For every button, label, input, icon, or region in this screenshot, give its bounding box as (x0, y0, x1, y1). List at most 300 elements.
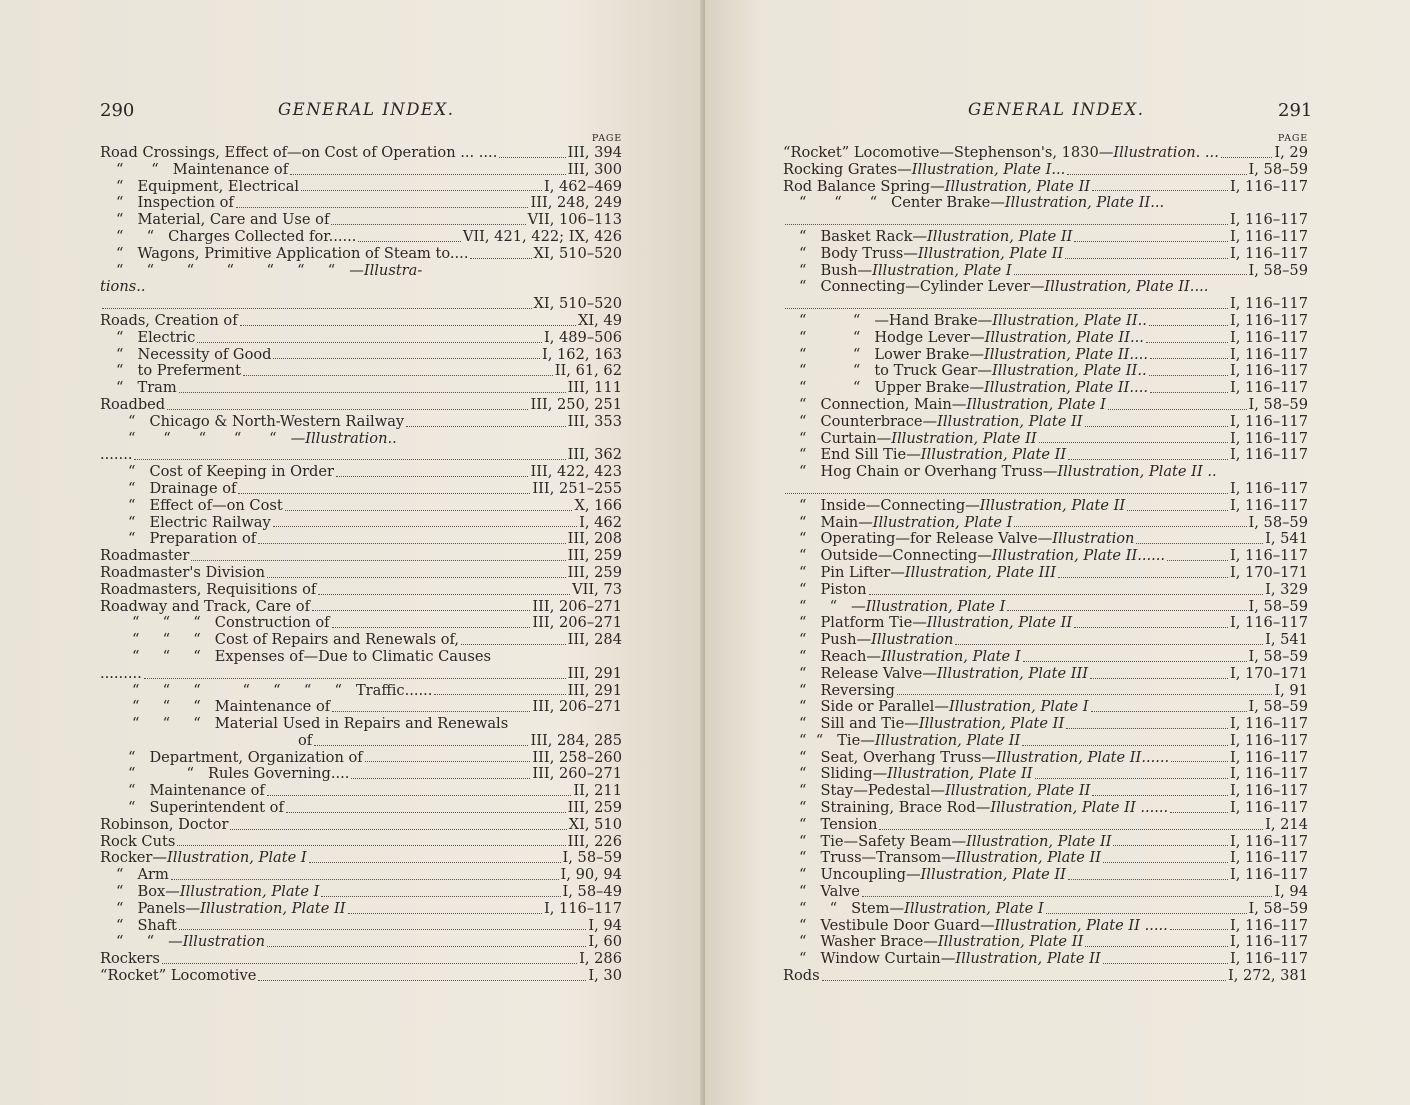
leader-dots (258, 979, 586, 981)
page-reference: III, 284 (567, 631, 622, 649)
entry-text: Rock Cuts (100, 832, 176, 850)
page-reference: III, 259 (567, 799, 622, 817)
index-entry (100, 531, 622, 548)
ditto-marks: “ (799, 614, 807, 632)
ditto-marks: “ (116, 244, 124, 262)
entry-label (799, 599, 1005, 616)
leader-dots (1127, 509, 1228, 511)
index-entry (783, 363, 1308, 380)
index-entry (100, 212, 622, 229)
page-reference: III, 291 (567, 681, 622, 699)
entry-label (799, 934, 1083, 951)
entry-label (783, 145, 1219, 162)
index-entry (100, 750, 622, 767)
entry-text: Tram (137, 379, 177, 397)
index-entry (783, 783, 1308, 800)
ditto-marks: “ “ (799, 597, 838, 615)
entry-text: Rules Governing.... (207, 765, 350, 783)
entry-label (116, 263, 422, 280)
leader-dots (869, 593, 1264, 595)
ditto-marks: “ (799, 916, 807, 934)
entry-label (128, 515, 271, 532)
index-entry (100, 464, 622, 481)
leader-dots (862, 895, 1272, 897)
index-entry (783, 481, 1308, 498)
entry-label (799, 431, 1037, 448)
page-reference: I, 116–117 (1229, 446, 1308, 464)
index-entry (783, 599, 1308, 616)
entry-label (116, 162, 288, 179)
page-reference: I, 58–49 (562, 883, 622, 901)
ditto-marks: “ (128, 412, 136, 430)
ditto-marks: “ (799, 412, 807, 430)
page-reference: I, 60 (588, 933, 622, 951)
leader-dots (1149, 324, 1228, 326)
page-reference: VII, 73 (572, 580, 622, 598)
entry-text: to Preferment (137, 362, 241, 380)
page-reference: III, 226 (567, 832, 622, 850)
entry-text: Rocker—Illustration, Plate I (100, 849, 307, 867)
entry-text: Tension (820, 815, 878, 833)
index-entry (783, 582, 1308, 599)
entry-text: Department, Organization of (149, 748, 363, 766)
entry-label (799, 901, 1044, 918)
entry-label (116, 212, 329, 229)
leader-dots (162, 962, 577, 964)
entry-text: Tie—Safety Beam—Illustration, Plate II (820, 832, 1112, 850)
index-entry (100, 179, 622, 196)
ditto-marks: “ “ “ (132, 647, 201, 665)
index-entry (783, 296, 1308, 313)
entry-label (799, 666, 1088, 683)
entry-text: Rods (783, 967, 820, 985)
page-reference: X, 166 (574, 496, 622, 514)
page-reference: II, 211 (573, 782, 622, 800)
index-entry (783, 195, 1308, 212)
ditto-marks: “ “ (116, 933, 155, 951)
leader-dots (301, 189, 542, 191)
page-reference: I, 272, 381 (1227, 967, 1308, 985)
entry-text: Upper Brake—Illustration, Plate II.... (874, 379, 1148, 397)
entry-label (100, 279, 145, 296)
entry-label (799, 683, 895, 700)
entry-text: Necessity of Good (137, 345, 272, 363)
page-reference: I, 116–117 (1229, 177, 1308, 195)
entry-label (116, 363, 241, 380)
page-reference: XI, 510–520 (533, 244, 622, 262)
leader-dots (365, 760, 531, 762)
leader-dots (1085, 425, 1228, 427)
ditto-marks: “ “ (799, 731, 824, 749)
entry-label (128, 750, 363, 767)
ditto-marks: “ (799, 227, 807, 245)
leader-dots (240, 324, 576, 326)
leader-dots (1067, 173, 1246, 175)
index-entry (783, 716, 1308, 733)
entry-label (116, 867, 169, 884)
index-entry (783, 834, 1308, 851)
index-entry (783, 347, 1308, 364)
leader-dots (134, 458, 565, 460)
ditto-marks: “ (128, 748, 136, 766)
index-entry (100, 296, 622, 313)
ditto-marks: “ “ (799, 311, 861, 329)
page-reference: I, 58–59 (1248, 647, 1308, 665)
ditto-marks: “ (799, 698, 807, 716)
index-entry (100, 934, 622, 951)
ditto-marks: “ “ (116, 227, 155, 245)
ditto-marks: “ “ (799, 362, 861, 380)
leader-dots (822, 979, 1226, 981)
entry-text: Rockers (100, 950, 160, 968)
ditto-marks: “ “ “ (132, 631, 201, 649)
leader-dots (785, 492, 1228, 494)
index-entry (100, 380, 622, 397)
entry-label (799, 313, 1147, 330)
index-entry (100, 414, 622, 431)
entry-label (799, 918, 1168, 935)
index-entry (100, 666, 622, 683)
entry-label (116, 229, 356, 246)
page-reference: III, 208 (567, 530, 622, 548)
index-entry (100, 649, 622, 666)
leader-dots (197, 341, 542, 343)
entry-label (116, 330, 195, 347)
index-entry (783, 850, 1308, 867)
entry-text: Charges Collected for...... (168, 227, 357, 245)
leader-dots (267, 945, 586, 947)
leader-dots (1103, 962, 1228, 964)
page-reference: I, 94 (1274, 883, 1308, 901)
ditto-marks: “ “ “ “ “ “ “ (116, 261, 336, 279)
index-entry (783, 750, 1308, 767)
index-entry (783, 179, 1308, 196)
entry-label (799, 783, 1090, 800)
entry-label (799, 380, 1148, 397)
entry-label (128, 531, 256, 548)
entry-label (100, 548, 189, 565)
ditto-marks: “ (116, 345, 124, 363)
entry-text: —Illustration (168, 933, 265, 951)
page-reference: I, 116–117 (1229, 799, 1308, 817)
index-entry (100, 632, 622, 649)
page-reference: I, 541 (1265, 631, 1308, 649)
entry-label (799, 716, 1064, 733)
entry-text: Material, Care and Use of (137, 211, 330, 229)
index-entry (783, 934, 1308, 951)
page-reference: III, 251–255 (532, 479, 622, 497)
ditto-marks: “ (128, 782, 136, 800)
page-reference: I, 58–59 (1248, 513, 1308, 531)
entry-text: Roadmasters, Requisitions of (100, 580, 317, 598)
entry-label (132, 649, 491, 666)
ditto-marks: “ (116, 866, 124, 884)
leader-dots (191, 559, 565, 561)
ditto-marks: “ (128, 479, 136, 497)
page-number: 290 (100, 100, 135, 121)
entry-text: Maintenance of (214, 698, 331, 716)
page-reference: I, 116–117 (1229, 379, 1308, 397)
index-entries-right (783, 145, 1308, 985)
entry-text: Reach—Illustration, Plate I (820, 647, 1021, 665)
ditto-marks: “ (799, 261, 807, 279)
page-reference: I, 116–117 (1229, 496, 1308, 514)
leader-dots (1085, 945, 1228, 947)
leader-dots (1149, 374, 1228, 376)
entry-text: Connecting—Cylinder Lever—Illustration, Plate II.... (820, 278, 1209, 296)
entry-text: —Hand Brake—Illustration, Plate II.. (874, 311, 1147, 329)
index-entry (783, 918, 1308, 935)
entry-text: Hodge Lever—Illustration, Plate II... (874, 328, 1144, 346)
index-entry (783, 666, 1308, 683)
entry-label (132, 683, 432, 700)
index-entry (100, 447, 622, 464)
ditto-marks: “ (116, 379, 124, 397)
leader-dots (955, 643, 1263, 645)
ditto-marks: “ “ (799, 899, 838, 917)
page-reference: I, 116–117 (1229, 345, 1308, 363)
entry-label (132, 615, 330, 632)
page-reference: III, 206–271 (532, 597, 622, 615)
entry-label (799, 414, 1083, 431)
index-entry (783, 683, 1308, 700)
ditto-marks: “ (116, 328, 124, 346)
page-reference: III, 248, 249 (530, 194, 622, 212)
entry-text: —Illustration, Plate I (851, 597, 1006, 615)
ditto-marks: “ (116, 883, 124, 901)
leader-dots (1007, 609, 1246, 611)
index-entry (100, 246, 622, 263)
ditto-marks: “ “ “ (132, 715, 201, 733)
leader-dots (461, 643, 566, 645)
ditto-marks: “ (799, 463, 807, 481)
entry-label (100, 582, 316, 599)
index-entry (100, 397, 622, 414)
entry-text: Sliding—Illustration, Plate II (820, 765, 1033, 783)
leader-dots (238, 492, 530, 494)
leader-dots (1066, 727, 1228, 729)
entry-label (783, 968, 820, 985)
page-reference: I, 58–59 (1248, 395, 1308, 413)
entry-text: Roadbed (100, 395, 166, 413)
index-entry (100, 615, 622, 632)
index-entry (100, 363, 622, 380)
index-entry (100, 229, 622, 246)
leader-dots (336, 475, 528, 477)
entry-label (128, 464, 334, 481)
index-entry (783, 246, 1308, 263)
ditto-marks: “ “ (128, 765, 194, 783)
leader-dots (177, 844, 565, 846)
page-reference: III, 259 (567, 547, 622, 565)
entry-label (132, 699, 330, 716)
ditto-marks: “ (799, 244, 807, 262)
entry-label (116, 934, 265, 951)
page-reference: I, 170–171 (1229, 664, 1308, 682)
ditto-marks: “ (799, 513, 807, 531)
index-entry (100, 582, 622, 599)
index-entry (100, 263, 622, 280)
page-reference: III, 260–271 (532, 765, 622, 783)
page-reference: III, 259 (567, 563, 622, 581)
leader-dots (243, 374, 553, 376)
leader-dots (351, 777, 530, 779)
entry-label (799, 515, 1012, 532)
entry-text: Curtain—Illustration, Plate II (820, 429, 1037, 447)
page-reference: I, 462–469 (543, 177, 622, 195)
page-reference: I, 116–117 (1229, 412, 1308, 430)
index-entry (783, 615, 1308, 632)
entry-label (799, 363, 1147, 380)
entry-label (799, 800, 1168, 817)
entry-label (799, 565, 1056, 582)
entry-label (799, 347, 1148, 364)
page-reference: I, 116–117 (1229, 832, 1308, 850)
leader-dots (332, 710, 530, 712)
page-reference: III, 111 (567, 379, 622, 397)
page-reference: III, 394 (567, 144, 622, 161)
leader-dots (290, 173, 565, 175)
index-entry (783, 212, 1308, 229)
entry-label (128, 766, 349, 783)
page-reference: III, 284, 285 (530, 731, 622, 749)
leader-dots (179, 928, 587, 930)
entry-text: Panels—Illustration, Plate II (137, 899, 346, 917)
page-reference: XI, 510 (568, 815, 622, 833)
ditto-marks: “ (799, 496, 807, 514)
index-entry (783, 951, 1308, 968)
entry-label (799, 246, 1063, 263)
leader-dots (1146, 341, 1228, 343)
entry-text: Rocking Grates—Illustration, Plate I... (783, 160, 1066, 178)
ditto-marks: “ (799, 765, 807, 783)
leader-dots (499, 156, 565, 158)
leader-dots (785, 307, 1228, 309)
entry-text: Push—Illustration (820, 631, 954, 649)
page-reference: III, 258–260 (532, 748, 622, 766)
entry-text: Valve (820, 883, 860, 901)
page-column-heading: PAGE (1277, 133, 1308, 144)
index-entry (783, 699, 1308, 716)
leader-dots (1092, 189, 1228, 191)
leader-dots (258, 542, 565, 544)
index-entry (100, 901, 622, 918)
page-reference: I, 29 (1274, 144, 1308, 161)
entry-label (128, 414, 404, 431)
running-title: GENERAL INDEX. (278, 100, 455, 119)
page-reference: III, 206–271 (532, 614, 622, 632)
leader-dots (1221, 156, 1273, 158)
index-entry (100, 699, 622, 716)
page-reference: III, 300 (567, 160, 622, 178)
leader-dots (332, 626, 531, 628)
page-reference: I, 541 (1265, 530, 1308, 548)
ditto-marks: “ (799, 782, 807, 800)
ditto-marks: “ (799, 530, 807, 548)
index-entry (100, 515, 622, 532)
entry-label (783, 179, 1090, 196)
entry-text: ......... (100, 664, 142, 682)
page-reference: II, 61, 62 (554, 362, 622, 380)
index-entry (783, 968, 1308, 985)
entry-label (799, 699, 1089, 716)
page-reference: I, 116–117 (1229, 227, 1308, 245)
index-entry (783, 229, 1308, 246)
entry-text: ....... (100, 446, 133, 464)
entry-text: Wagons, Primitive Application of Steam to.... (137, 244, 469, 262)
leader-dots (1039, 441, 1228, 443)
index-entry (100, 347, 622, 364)
entry-text: —Illustration.. (290, 429, 397, 447)
index-entry (100, 867, 622, 884)
entry-label (799, 615, 1072, 632)
leader-dots (273, 525, 577, 527)
entry-text: Tie—Illustration, Plate II (837, 731, 1021, 749)
ditto-marks: “ “ (116, 160, 159, 178)
entry-text: Window Curtain—Illustration, Plate II (820, 950, 1101, 968)
entry-text: Superintendent of (149, 799, 284, 817)
ditto-marks: “ (799, 278, 807, 296)
entry-text: End Sill Tie—Illustration, Plate II (820, 446, 1067, 464)
page-reference: I, 58–59 (1248, 597, 1308, 615)
entry-label (799, 195, 1164, 212)
entry-text: Truss—Transom—Illustration, Plate II (820, 849, 1102, 867)
entry-text: Release Valve—Illustration, Plate III (820, 664, 1089, 682)
entry-text: tions.. (100, 278, 146, 296)
ditto-marks: “ “ “ “ “ “ “ (132, 681, 342, 699)
ditto-marks: “ (799, 933, 807, 951)
ditto-marks: “ (799, 950, 807, 968)
entry-text: Pin Lifter—Illustration, Plate III (820, 563, 1056, 581)
entry-label (799, 750, 1169, 767)
index-entry (783, 901, 1308, 918)
entry-label (799, 464, 1217, 481)
entry-text: Electric (137, 328, 196, 346)
index-entry (783, 649, 1308, 666)
entry-text: Basket Rack—Illustration, Plate II (820, 227, 1073, 245)
page-reference: I, 214 (1265, 815, 1308, 833)
entry-text: Roadmaster's Division (100, 563, 266, 581)
entry-text: Reversing (820, 681, 895, 699)
leader-dots (1065, 257, 1228, 259)
leader-dots (1068, 878, 1228, 880)
entry-label (799, 867, 1066, 884)
entry-label (116, 179, 299, 196)
leader-dots (318, 593, 570, 595)
leader-dots (785, 223, 1228, 225)
leader-dots (1092, 794, 1228, 796)
entry-text: Vestibule Door Guard—Illustration, Plate II ..... (820, 916, 1168, 934)
page-reference: I, 116–117 (1229, 614, 1308, 632)
entry-label (799, 733, 1020, 750)
entry-text: Shaft (137, 916, 177, 934)
ditto-marks: “ (116, 899, 124, 917)
entry-text: Straining, Brace Rod—Illustration, Plate II ...... (820, 799, 1169, 817)
leader-dots (1023, 660, 1247, 662)
leader-dots (230, 828, 566, 830)
index-entry (783, 279, 1308, 296)
entry-text: Inspection of (137, 194, 234, 212)
entry-text: Body Truss—Illustration, Plate II (820, 244, 1064, 262)
entry-label (132, 632, 459, 649)
ditto-marks: “ (799, 429, 807, 447)
index-entry (783, 733, 1308, 750)
entry-label (799, 229, 1072, 246)
index-entry (100, 431, 622, 448)
entry-text: Box—Illustration, Plate I (137, 883, 320, 901)
entry-text: Connection, Main—Illustration, Plate I (820, 395, 1106, 413)
leader-dots (102, 307, 532, 309)
